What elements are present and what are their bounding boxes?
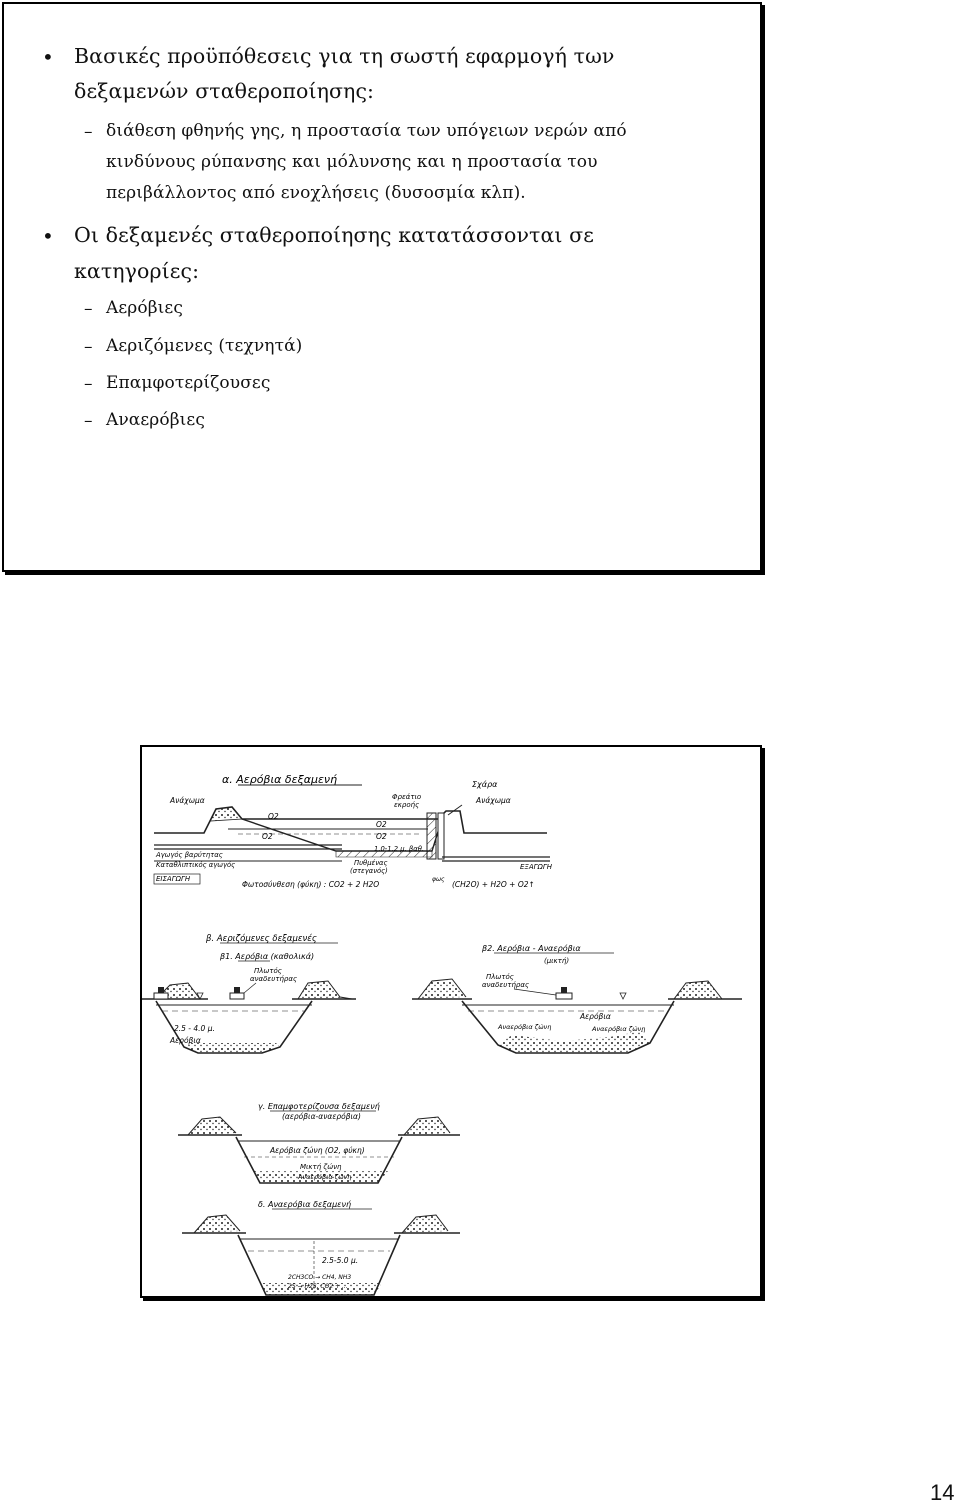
sub-1-line-2: κινδύνους ρύπανσης και μόλυνσης και η προστασία του: [106, 152, 598, 172]
bullet-marker: •: [42, 45, 54, 69]
bullet-1-line-1: Βασικές προϋπόθεσεις για τη σωστή εφαρμογή των: [74, 44, 615, 68]
section-b1-title: β1. Αερόβια (καθολικά): [220, 952, 315, 961]
section-c-sub: (αερόβια-αναερόβια): [282, 1112, 361, 1121]
bullet-1-line-2: δεξαμενών σταθεροποίησης:: [74, 79, 375, 103]
sub-1-line-1: διάθεση φθηνής γης, η προστασία των υπόγειων νερών από: [106, 121, 627, 141]
label: Πυθμένας: [354, 859, 388, 867]
section-b-title: β. Αεριζόμενες δεξαμενές: [206, 934, 317, 944]
bullet-2-line-1: Οι δεξαμενές σταθεροποίησης κατατάσσονται σε: [74, 223, 594, 247]
category-aerobic: Αερόβιες: [106, 298, 183, 318]
label: 2.5 - 4.0 μ.: [174, 1024, 215, 1033]
bullet-2-line-2: κατηγορίες:: [74, 259, 200, 283]
label: O2: [376, 820, 387, 829]
label: Αερόβια: [580, 1012, 611, 1021]
label: Ανάχωμα: [476, 796, 511, 805]
label: Αναερόβια ζώνη: [592, 1025, 646, 1033]
label: αναδευτήρας: [250, 975, 298, 983]
label: Σχάρα: [472, 780, 498, 789]
label: ΕΙΣΑΓΩΓΗ: [156, 875, 191, 883]
label: αναδευτήρας: [482, 981, 530, 989]
section-a-title: α. Αερόβια δεξαμενή: [222, 773, 338, 786]
slide-figure: [140, 745, 762, 1298]
label: 2S → H2S, CO2 + ...: [288, 1283, 348, 1290]
label: εκροής: [394, 801, 420, 809]
label: Καταθλιπτικός αγωγός: [156, 861, 236, 869]
section-a-aerobic-pond: [154, 773, 553, 889]
stabilization-ponds-figure: [142, 747, 760, 1296]
label: (στεγανός): [350, 867, 388, 875]
label: 2.5-5.0 μ.: [322, 1256, 359, 1265]
page-number: 14: [930, 1480, 955, 1505]
label: φως: [432, 876, 445, 883]
label: Αγωγός βαρύτητας: [156, 851, 223, 859]
label: Μικτή ζώνη: [300, 1163, 342, 1171]
label: Πλωτός: [486, 973, 514, 981]
dash-marker: –: [84, 299, 93, 319]
label: Ανάχωμα: [170, 796, 205, 805]
section-c-facultative-pond: [178, 1102, 460, 1183]
section-b2-sub: (μικτή): [544, 957, 570, 965]
section-b2-title: β2. Αερόβια - Αναερόβια: [482, 944, 581, 953]
section-d-title: δ. Αναερόβια δεξαμενή: [258, 1200, 352, 1209]
dash-marker: –: [84, 411, 93, 431]
dash-marker: –: [84, 374, 93, 394]
category-aerated: Αεριζόμενες (τεχνητά): [106, 336, 303, 356]
label: Πλωτός: [254, 967, 282, 975]
dash-marker: –: [84, 337, 93, 357]
label: O2: [268, 812, 279, 821]
label: 2CH3CO → CH4, NH3: [288, 1274, 352, 1281]
label: Φωτοσύνθεση (φύκη) : CO2 + 2 H2O: [242, 880, 380, 889]
bullet-marker: •: [42, 224, 54, 248]
section-d-anaerobic-pond: [182, 1199, 460, 1295]
section-c-title: γ. Επαμφοτερίζουσα δεξαμενή: [258, 1102, 380, 1111]
category-facultative: Επαμφοτερίζουσες: [106, 373, 271, 393]
dash-marker: –: [84, 122, 93, 142]
label: Φρεάτιο: [392, 793, 422, 801]
label: Αερόβια: [170, 1036, 201, 1045]
label: Αναερόβια ζώνη: [298, 1173, 352, 1181]
category-anaerobic: Αναερόβιες: [106, 410, 205, 430]
section-b-aerated-ponds: [142, 933, 742, 1053]
label: O2: [376, 832, 387, 841]
label: 1.0-1.2 μ. βαθ.: [374, 845, 425, 853]
label: Αερόβια ζώνη (O2, φύκη): [270, 1146, 365, 1155]
label: (CH2O) + H2O + O2↑: [452, 880, 535, 889]
label: ΕΞΑΓΩΓΗ: [520, 863, 553, 871]
sub-1-line-3: περιβάλλοντος από ενοχλήσεις (δυσοσμία κλπ).: [106, 183, 526, 203]
label: O2: [262, 832, 273, 841]
label: Αναερόβια ζώνη: [498, 1023, 552, 1031]
